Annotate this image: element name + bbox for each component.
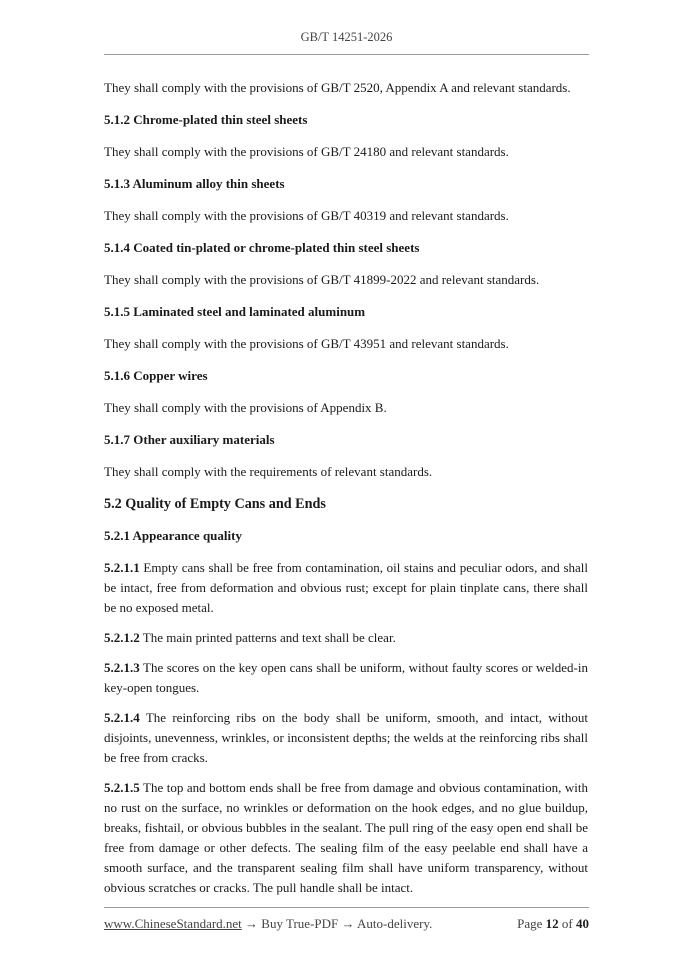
document-header: [0, 30, 693, 45]
section-heading: 5.1.2 Chrome-plated thin steel sheets: [104, 112, 308, 127]
buy-text: Buy True-PDF: [261, 916, 339, 931]
clause-text: The top and bottom ends shall be free from damage and obvious contamination, with no rust on the surface, no wrinkles or deformation on the hook edges, and no glue buildup, breaks, fishtail, or obvious bubbles in the sealant. The pull ring of the easy open end shall be free from damage or other defects. The sealing film of the easy peelable end shall have a smooth surface, and the transparent sealing film shall have uniform transparency, without obvious scratches or cracks. The pull handle shall be intact.: [104, 780, 588, 895]
clause-number: 5.2.1.3: [104, 660, 140, 675]
paragraph: They shall comply with the provisions of Appendix B.: [104, 400, 387, 415]
section-heading: 5.1.5 Laminated steel and laminated aluminum: [104, 304, 366, 319]
paragraph: They shall comply with the provisions of GB/T 24180 and relevant standards.: [104, 144, 509, 159]
section-heading: 5.1.6 Copper wires: [104, 368, 208, 383]
arrow-right-icon: →: [341, 916, 355, 931]
page-total: 40: [576, 916, 589, 931]
clause-paragraph: [104, 558, 588, 618]
document-id: GB/T 14251-2026: [300, 30, 393, 44]
header-divider: [104, 54, 589, 55]
clause-number: 5.2.1.5: [104, 780, 140, 795]
section-heading: 5.1.7 Other auxiliary materials: [104, 432, 275, 447]
page-body: [104, 78, 588, 898]
clause-number: 5.2.1.1: [104, 560, 140, 575]
paragraph: They shall comply with the requirements of relevant standards.: [104, 464, 433, 479]
site-link[interactable]: www.ChineseStandard.net: [104, 916, 242, 931]
paragraph: They shall comply with the provisions of GB/T 2520, Appendix A and relevant standards.: [104, 80, 571, 95]
clause-paragraph: [104, 778, 588, 898]
section-heading: 5.1.4 Coated tin-plated or chrome-plated thin steel sheets: [104, 240, 420, 255]
clause-number: 5.2.1.2: [104, 630, 140, 645]
page-indicator: [517, 916, 589, 932]
clause-paragraph: [104, 658, 588, 698]
clause-text: The scores on the key open cans shall be uniform, without faulty scores or welded-in key-open tongues.: [104, 660, 588, 695]
clause-number: 5.2.1.4: [104, 710, 140, 725]
arrow-right-icon: →: [245, 916, 259, 931]
delivery-text: Auto-delivery.: [357, 916, 433, 931]
page-label: Page: [517, 916, 543, 931]
clause-text: Empty cans shall be free from contamination, oil stains and peculiar odors, and shall be intact, free from deformation and obvious rust; except for plain tinplate cans, there shall be no exposed metal.: [104, 560, 588, 615]
paragraph: They shall comply with the provisions of GB/T 40319 and relevant standards.: [104, 208, 509, 223]
footer-left: [104, 916, 432, 932]
chapter-heading: 5.2 Quality of Empty Cans and Ends: [104, 496, 326, 512]
page-number: 12: [545, 916, 559, 931]
page-footer: [104, 916, 589, 932]
clause-paragraph: [104, 708, 588, 768]
section-heading: 5.1.3 Aluminum alloy thin sheets: [104, 176, 285, 191]
paragraph: They shall comply with the provisions of GB/T 43951 and relevant standards.: [104, 336, 509, 351]
footer-divider: [104, 907, 589, 908]
clause-paragraph: [104, 628, 588, 648]
of-label: of: [561, 916, 573, 931]
clause-text: The reinforcing ribs on the body shall be uniform, smooth, and intact, without disjoints, unevenness, wrinkles, or inconsistent depths; the welds at the reinforcing ribs shall be free from cracks.: [104, 710, 588, 765]
paragraph: They shall comply with the provisions of GB/T 41899-2022 and relevant standards.: [104, 272, 540, 287]
clause-text: The main printed patterns and text shall be clear.: [142, 630, 396, 645]
section-heading: 5.2.1 Appearance quality: [104, 528, 242, 543]
